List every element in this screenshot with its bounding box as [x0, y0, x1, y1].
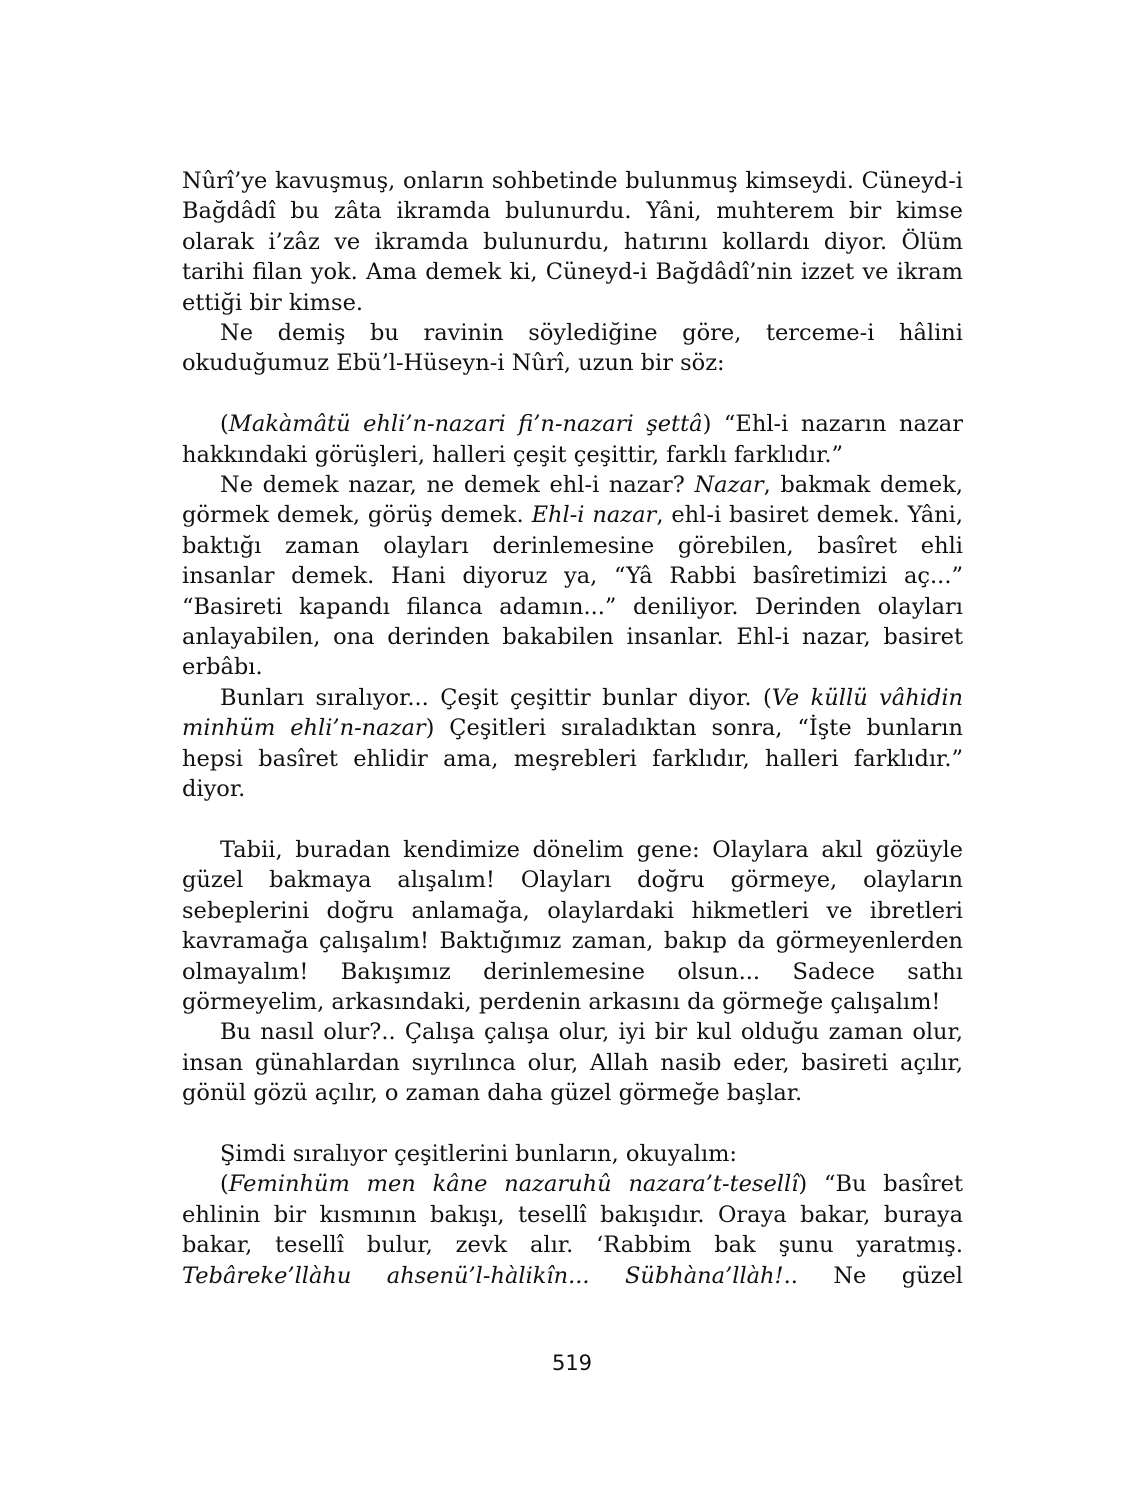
text-segment: Ne demiş bu ravinin söylediğine göre, terceme-i hâlini okuduğumuz Ebü’l-Hüseyn-i Nûrî, uzun bir söz:	[182, 320, 963, 377]
text-segment: ) “Bu basîret ehlinin bir kısmının bakışı, tesellî bakışıdır. Oraya bakar, buraya bakar, tesellî bulur, zevk alır. ‘Rabbim bak şunu yaratmış.	[182, 1171, 963, 1259]
paragraph	[182, 470, 963, 683]
italic-quote: Tebâreke’llàhu ahsenü’l-hàlikîn... Sübhàna’llàh!	[182, 1262, 784, 1289]
paragraph	[182, 1139, 963, 1169]
paragraph	[182, 1169, 963, 1291]
text-segment: Tabii, buradan kendimize dönelim gene: Olaylara akıl gözüyle güzel bakmaya alışalım! Olayları doğru görmeye, olayların sebeplerini doğru anlamağa, olaylardaki hikmetleri ve ibretleri kavramağa çalışalım! Baktığımız zaman, bakıp da görmeyenlerden olmayalım! Bakışımız derinlemesine olsun... Sadece sathı görmeyelim, arkasındaki, perdenin arkasını da görmeğe çalışalım!	[182, 836, 963, 1015]
italic-term: Nazar	[694, 472, 764, 499]
italic-quote: Ve küllü vâhidin minhüm ehli’n-nazar	[182, 684, 964, 742]
paragraph	[182, 835, 963, 1017]
paragraph	[182, 683, 963, 805]
paragraph	[182, 318, 963, 379]
text-segment: , ehl-i basiret demek. Yâni, baktığı zaman olayları derinlemesine görebilen, basîret ehli insanlar demek. Hani diyoruz ya, “Yâ Rabbi basîretimizi aç...” “Basireti kapandı filanca adamın...” deniliyor. Derinden olayları anlayabilen, ona derinden bakabilen insanlar. Ehl-i nazar, basiret erbâbı.	[182, 502, 964, 681]
paragraph	[182, 1017, 963, 1108]
italic-quote: Feminhüm men kâne nazaruhû nazara’t-tesellî	[228, 1171, 799, 1198]
text-segment: ) “Ehl-i nazarın nazar hakkındaki görüşleri, halleri çeşit çeşittir, farklı farklıdır.”	[182, 411, 963, 468]
text-segment: Bu nasıl olur?.. Çalışa çalışa olur, iyi bir kul olduğu zaman olur, insan günahlardan sıyrılınca olur, Allah nasib eder, basireti açılır, gönül gözü açılır, o zaman daha güzel görmeğe başlar.	[182, 1019, 963, 1107]
paragraph	[182, 166, 963, 318]
text-segment: , bakmak demek, görmek demek, görüş demek.	[182, 472, 963, 529]
text-segment: .. Ne güzel	[783, 1262, 964, 1289]
body-text	[182, 166, 963, 1291]
paragraph	[182, 409, 963, 470]
text-segment: Bunları sıralıyor... Çeşit çeşittir bunlar diyor. (	[220, 684, 772, 711]
italic-quote: Makàmâtü ehli’n-nazari fi’n-nazari şettâ	[228, 411, 703, 438]
text-segment: Şimdi sıralıyor çeşitlerini bunların, okuyalım:	[220, 1140, 738, 1167]
text-segment: Nûrî’ye kavuşmuş, onların sohbetinde bulunmuş kimseydi. Cüneyd-i Bağdâdî bu zâta ikramda bulunurdu. Yâni, muhterem bir kimse olarak i’zâz ve ikramda bulunurdu, hatırını kollardı diyor. Ölüm tarihi filan yok. Ama demek ki, Cüneyd-i Bağdâdî’nin izzet ve ikram ettiği bir kimse.	[182, 168, 963, 316]
page-number: 519	[551, 1351, 593, 1375]
text-segment: ) Çeşitleri sıraladıktan sonra, “İşte bunların hepsi basîret ehlidir ama, meşrebleri farklıdır, halleri farklıdır.” diyor.	[182, 715, 963, 803]
text-segment: Ne demek nazar, ne demek ehl-i nazar?	[220, 472, 695, 499]
text-segment: (	[220, 411, 229, 438]
italic-term: Ehl-i nazar	[531, 502, 657, 529]
text-segment: (	[220, 1171, 229, 1198]
